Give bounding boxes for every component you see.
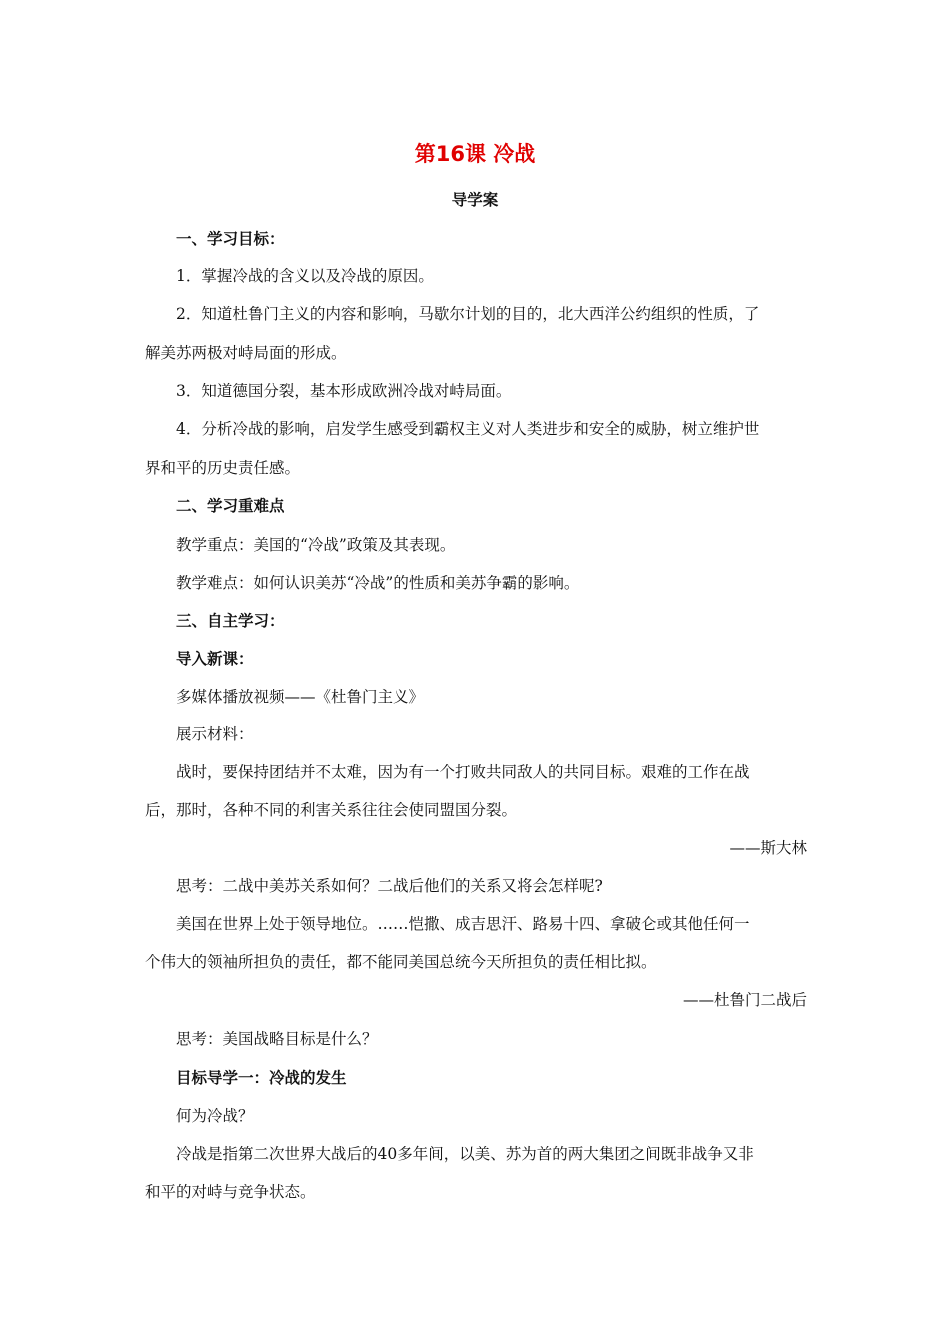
section-heading-goals: 一、学习目标： (176, 230, 285, 248)
definition-line-1: 冷战是指第二次世界大战后的40多年间，以美、苏为首的两大集团之间既非战争又非 (176, 1145, 754, 1163)
quote-attribution-stalin: ——斯大林 (729, 839, 807, 857)
goal-1: 1．掌握冷战的含义以及冷战的原因。 (176, 267, 434, 285)
page-subtitle: 导学案 (451, 191, 499, 209)
teaching-difficulty: 教学难点：如何认识美苏“冷战”的性质和美苏争霸的影响。 (176, 574, 580, 592)
teaching-focus: 教学重点：美国的“冷战”政策及其表现。 (176, 536, 456, 554)
goal-4-line-2: 界和平的历史责任感。 (145, 459, 301, 477)
quote-truman-line-2: 个伟大的领袖所担负的责任，都不能同美国总统今天所担负的责任相比拟。 (145, 953, 657, 971)
question-1: 思考：二战中美苏关系如何？二战后他们的关系又将会怎样呢? (176, 877, 603, 895)
question-cold-war: 何为冷战？ (176, 1107, 254, 1125)
goal-4-line-1: 4．分析冷战的影响，启发学生感受到霸权主义对人类进步和安全的威胁，树立维护世 (176, 420, 760, 438)
subheading-intro: 导入新课： (176, 650, 254, 668)
question-2: 思考：美国战略目标是什么？ (176, 1030, 378, 1048)
goal-2-line-1: 2．知道杜鲁门主义的内容和影响，马歇尔计划的目的，北大西洋公约组织的性质，了 (176, 305, 760, 323)
subheading-goal-1: 目标导学一：冷战的发生 (176, 1069, 347, 1087)
quote-truman-line-1: 美国在世界上处于领导地位。……恺撒、成吉思汗、路易十四、拿破仑或其他任何一 (176, 915, 750, 933)
section-heading-self-study: 三、自主学习： (176, 612, 285, 630)
goal-2-line-2: 解美苏两极对峙局面的形成。 (145, 344, 347, 362)
material-label: 展示材料： (176, 725, 254, 743)
quote-stalin-line-1: 战时，要保持团结并不太难，因为有一个打败共同敌人的共同目标。艰难的工作在战 (176, 763, 750, 781)
definition-line-2: 和平的对峙与竞争状态。 (145, 1183, 316, 1201)
page-title: 第16课 冷战 (414, 142, 536, 166)
quote-stalin-line-2: 后，那时，各种不同的利害关系往往会使同盟国分裂。 (145, 801, 518, 819)
goal-3: 3．知道德国分裂，基本形成欧洲冷战对峙局面。 (176, 382, 512, 400)
video-note: 多媒体播放视频——《杜鲁门主义》 (176, 688, 425, 706)
quote-attribution-truman: ——杜鲁门二战后 (682, 991, 807, 1009)
section-heading-key-points: 二、学习重难点 (176, 497, 285, 515)
